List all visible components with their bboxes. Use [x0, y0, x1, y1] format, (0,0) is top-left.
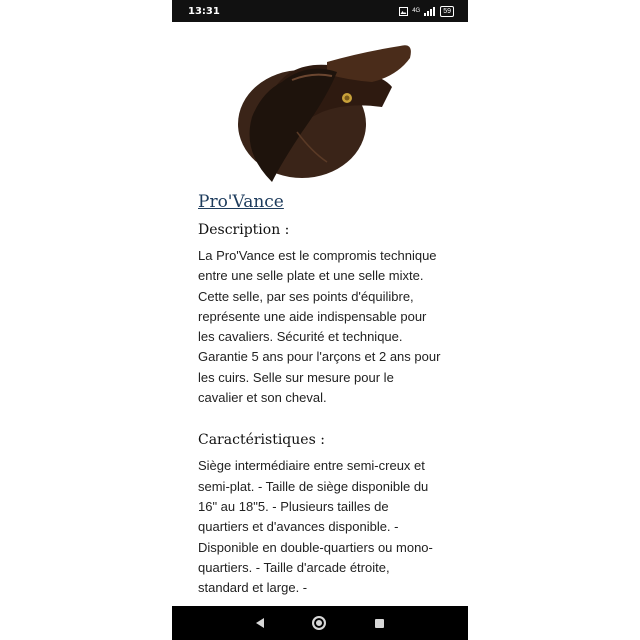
navigation-bar: [172, 606, 468, 640]
article-content[interactable]: [172, 22, 468, 606]
home-circle-icon[interactable]: [312, 616, 326, 630]
description-text: La Pro'Vance est le compromis technique entre une selle plate et une selle mixte. Cette selle, par ses points d'équilibre, représente une aide indispensable pour les cavaliers. Sécurité et technique. Garantie 5 ans pour l'arçons et 2 ans pour les cuirs. Selle sur mesure pour le cavalier et son cheval.: [198, 248, 441, 406]
section-gap: [198, 408, 442, 422]
network-type: 4G: [412, 8, 421, 14]
status-bar: [172, 0, 468, 22]
phone-screen: [172, 0, 468, 640]
signal-icon: [424, 7, 436, 16]
characteristics-text: Siège intermédiaire entre semi-creux et semi-plat. - Taille de siège disponible du 16" au 18"5. - Plusieurs tailles de quartiers et d'avances disponible. - Disponible en double-quartiers ou mono-quartiers. - Taille d'arcade étroite, standard et large. -: [198, 458, 433, 596]
back-triangle-icon[interactable]: [256, 618, 264, 628]
recent-square-icon[interactable]: [375, 619, 384, 628]
characteristics-heading: Caractéristiques :: [198, 432, 325, 449]
product-title-link[interactable]: Pro'Vance: [198, 192, 284, 212]
saddle-image: [232, 32, 416, 182]
description-heading: Description :: [198, 222, 290, 238]
status-icons: [399, 6, 454, 17]
gallery-notification-icon: [399, 7, 408, 16]
battery-icon: 59: [440, 6, 454, 17]
status-time: 13:31: [188, 5, 220, 17]
